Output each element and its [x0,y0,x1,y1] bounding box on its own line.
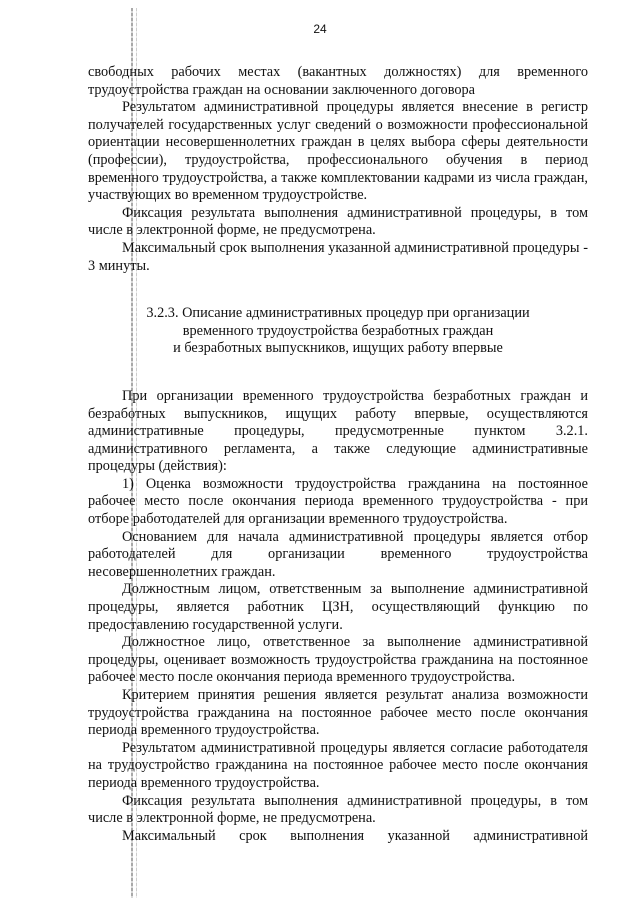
paragraph-result: Результатом административной процедуры является внесение в регистр получателей государственных услуг сведений о возможности профессиональной ориентации несовершеннолетних граждан в целях выбора сферы деятельности (профессии), трудоустройства, профессионального обучения в период временного трудоустройства, а также комплектовании кадрами из числа граждан, участвующих во временном трудоустройстве. [88,99,588,204]
paragraph-assessment: Должностное лицо, ответственное за выполнение административной процедуры, оценивает возможность трудоустройства гражданина на постоянное рабочее место после окончания периода временного трудоустройства. [88,634,588,686]
section-heading-line-2: временного трудоустройства безработных граждан [182,322,494,339]
section-heading [88,305,588,358]
paragraph-criterion: Критерием принятия решения является результат анализа возможности трудоустройства гражданина на постоянное рабочее место после окончания периода временного трудоустройства. [88,687,588,739]
paragraph-basis: Основанием для начала административной процедуры является отбор работодателей для организации временного трудоустройства несовершеннолетних граждан. [88,528,588,580]
paragraph-intro: При организации временного трудоустройства безработных граждан и безработных выпускников, ищущих работу впервые, осуществляются административные процедуры, предусмотренные пунктом 3.2.1. административного регламента, а также следующие административные процедуры (действия): [88,387,588,475]
paragraph-max-time: Максимальный срок выполнения указанной административной процедуры - 3 минуты. [88,239,588,274]
page-number: 24 [313,22,327,36]
section-heading-line-3: и безработных выпускников, ищущих работу впервые [173,340,503,357]
paragraph-max-time-2: Максимальный срок выполнения указанной административной [122,827,588,844]
paragraph-outcome: Результатом административной процедуры является согласие работодателя на трудоустройство гражданина на постоянное рабочее место после окончания периода временного трудоустройства. [88,739,588,791]
paragraph-fixation: Фиксация результата выполнения административной процедуры, в том числе в электронной форме, не предусмотрена. [88,204,588,239]
paragraph-continuation: свободных рабочих местах (вакантных должностях) для временного трудоустройства граждан на основании заключенного договора [88,64,588,98]
paragraph-official: Должностным лицом, ответственным за выполнение административной процедуры, является работник ЦЗН, осуществляющий функцию по предоставлению государственной услуги. [88,581,588,633]
document-body [88,64,588,845]
paragraph-item-1: 1) Оценка возможности трудоустройства гражданина на постоянное рабочее место после окончания периода временного трудоустройства - при отборе работодателей для организации временного трудоустройства. [88,475,588,528]
section-heading-line-1: 3.2.3. Описание административных процедур при организации [146,305,530,322]
paragraph-fixation-2: Фиксация результата выполнения административной процедуры, в том числе в электронной форме, не предусмотрена. [88,792,588,827]
